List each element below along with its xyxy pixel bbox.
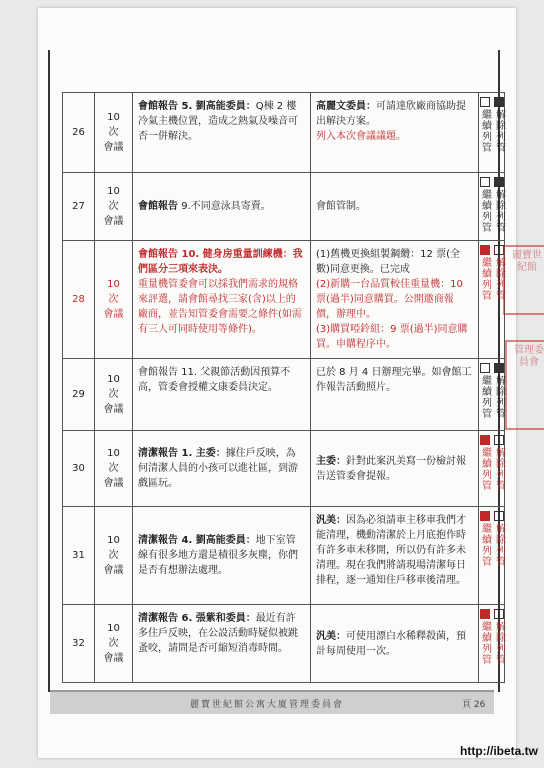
- meeting-cell: 10 次 會議: [95, 173, 133, 241]
- row-number: 29: [63, 359, 95, 431]
- checkbox-released: [494, 435, 504, 445]
- status-cell: 解除列管 繼續列管: [479, 173, 505, 241]
- checkbox-released: [494, 363, 504, 373]
- checkbox-continued: [480, 511, 490, 521]
- meeting-cell: 10 次 會議: [95, 507, 133, 605]
- table-row: [63, 173, 505, 241]
- table-row: [63, 93, 505, 173]
- status-cell: 解除列管 繼續列管: [479, 605, 505, 683]
- checkbox-released: [494, 609, 504, 619]
- table-row: [63, 359, 505, 431]
- response-cell: 高麗文委員：可請達欣廠商協助提出解決方案。 列入本次會議議題。: [311, 93, 479, 173]
- watermark: http://ibeta.tw: [460, 744, 538, 758]
- page-number: 頁 26: [462, 700, 486, 710]
- report-cell: 會館報告 10. 健身房重量訓練機：我們區分三項來表決。 重量機管委會可以採我們需求的規格來評選，請會館尋找三家(含)以上的廠商，並告知管委會需要之條件(如需有三人可同時使用等條件)。: [133, 241, 311, 359]
- row-number: 28: [63, 241, 95, 359]
- response-cell: 汎美：可使用漂白水稀釋殺菌，預計每周使用一次。: [311, 605, 479, 683]
- checkbox-released: [494, 97, 504, 107]
- status-cell: 解除列管 繼續列管: [479, 241, 505, 359]
- table-row: [63, 241, 505, 359]
- report-cell: 清潔報告 1. 主委：據住戶反映，為何清潔人員的小孩可以進社區，到游戲區玩。: [133, 431, 311, 507]
- seal-stamp: 麗寶世紀館: [503, 245, 544, 315]
- report-cell: 清潔報告 6. 張紫和委員：最近有許多住戶反映，在公設活動時疑似被跳蚤咬，請問是否可縮短消毒時間。: [133, 605, 311, 683]
- checkbox-continued: [480, 177, 490, 187]
- report-cell: 清潔報告 4. 劉高能委員：地下室管線有很多地方還是積很多灰塵，你們是否有想辦法處理。: [133, 507, 311, 605]
- report-cell: 會館報告 5. 劉高能委員：Q棟 2 樓冷氣主機位置，造成之熱氣及噪音可否一併解決。: [133, 93, 311, 173]
- row-number: 30: [63, 431, 95, 507]
- report-cell: 會館報告 11. 父親節活動因預算不高，管委會授權文康委員決定。: [133, 359, 311, 431]
- checkbox-continued: [480, 245, 490, 255]
- status-cell: 解除列管 繼續列管: [479, 431, 505, 507]
- meeting-cell: 10 次 會議: [95, 359, 133, 431]
- response-cell: 主委：針對此案汎美寫一份檢討報告送管委會提報。: [311, 431, 479, 507]
- checkbox-released: [494, 177, 504, 187]
- response-cell: 會館管制。: [311, 173, 479, 241]
- table-row: [63, 431, 505, 507]
- response-cell: 汎美：因為必須請車主移車我們才能清理，機動清潔於上月底抱作時有許多車未移開，所以仍有許多未清理。現在我們將請現場清潔每日排程，逐一通知住戶移車後清理。: [311, 507, 479, 605]
- table-row: [63, 507, 505, 605]
- checkbox-continued: [480, 435, 490, 445]
- seal-stamp: 管理委員會: [505, 340, 544, 430]
- response-note: 列入本次會議議題。: [316, 131, 406, 142]
- meeting-cell: 10 次 會議: [95, 431, 133, 507]
- row-number: 32: [63, 605, 95, 683]
- report-cell: 會館報告 9.不同意泳具寄賣。: [133, 173, 311, 241]
- status-cell: 解除列管 繼續列管: [479, 359, 505, 431]
- status-cell: 解除列管 繼續列管: [479, 507, 505, 605]
- checkbox-continued: [480, 609, 490, 619]
- meeting-cell: 10 次 會議: [95, 93, 133, 173]
- checkbox-continued: [480, 363, 490, 373]
- row-number: 31: [63, 507, 95, 605]
- checkbox-continued: [480, 97, 490, 107]
- response-cell: (1)舊機更換組製鋼纜：12 票(全數)同意更換。已完成 (2)新購一台品質較佳重量機：10 票(過半)同意購買。公開邀商報價，辦理中。 (3)購買啞鈴組：9 票(過半)同意購買。申購程序中。: [311, 241, 479, 359]
- meeting-cell: 10 次 會議: [95, 605, 133, 683]
- checkbox-released: [494, 511, 504, 521]
- page-footer: [50, 690, 494, 714]
- table-row: [63, 605, 505, 683]
- row-number: 27: [63, 173, 95, 241]
- status-cell: 解除列管 繼續列管: [479, 93, 505, 173]
- footer-title: 麗寶世紀館公寓大廈管理委員會: [190, 700, 345, 710]
- checkbox-released: [494, 245, 504, 255]
- meeting-cell: 10 次 會議: [95, 241, 133, 359]
- minutes-table: [62, 92, 505, 683]
- row-number: 26: [63, 93, 95, 173]
- response-cell: 已於 8 月 4 日辦理完畢。如會館工作報告活動照片。: [311, 359, 479, 431]
